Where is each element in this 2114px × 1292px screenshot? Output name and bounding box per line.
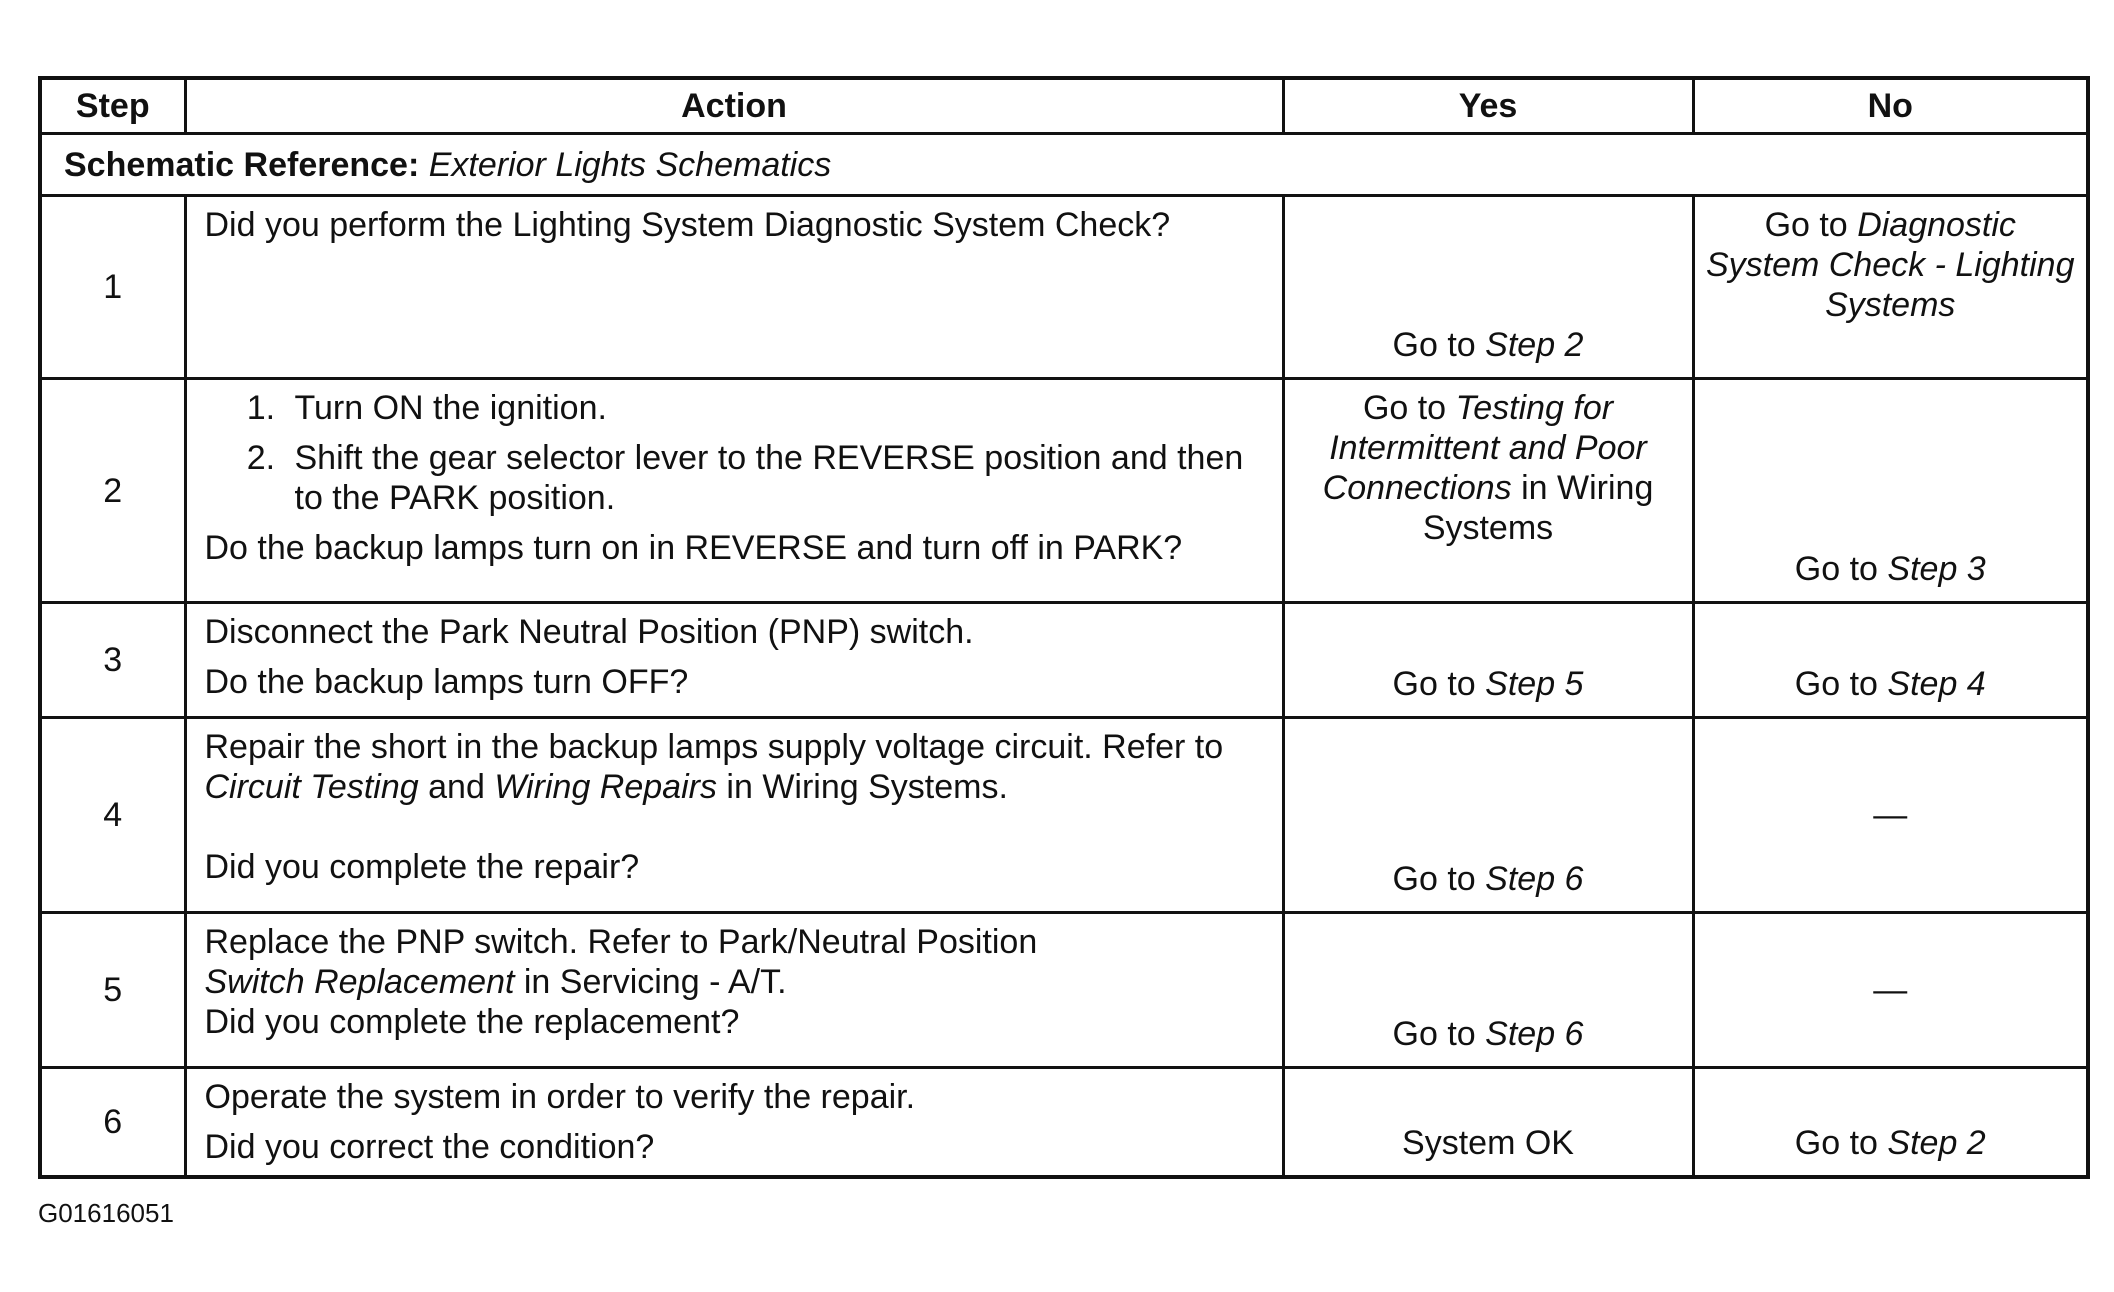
action-question: Did you complete the repair? (204, 848, 640, 886)
action-cell (185, 913, 1283, 1068)
action-text-2: Switch Replacement in Servicing - A/T. (204, 963, 787, 1001)
no-cell (1693, 196, 2088, 379)
yes-prefix: Go to (1392, 1015, 1476, 1053)
no-cell (1693, 603, 2088, 718)
yes-step-link[interactable]: Step 6 (1485, 1015, 1584, 1053)
step-number: 5 (40, 913, 185, 1068)
action-question: Did you complete the replacement? (204, 1003, 740, 1041)
yes-cell (1283, 379, 1693, 603)
switch-replacement-link[interactable]: Switch Replacement (204, 963, 515, 1001)
schematic-reference-row (40, 134, 2088, 196)
list-item: 1. Turn ON the ignition. (285, 388, 1270, 428)
no-step-link[interactable]: Step 4 (1887, 665, 1986, 703)
yes-suffix: in Wiring Systems (1422, 469, 1654, 547)
no-cell (1693, 379, 2088, 603)
header-row (40, 78, 2088, 134)
no-cell (1693, 1068, 2088, 1178)
no-reference-link[interactable]: Diagnostic System Check - Lighting Systems (1706, 206, 2075, 324)
action-question: Do the backup lamps turn on in REVERSE and turn off in PARK? (204, 529, 1183, 567)
no-dash: — (1873, 971, 1908, 1009)
figure-id: G01616051 (38, 1198, 174, 1228)
yes-reference-link[interactable]: Testing for Intermittent and Poor Connections (1322, 389, 1647, 507)
yes-cell (1283, 1068, 1693, 1178)
action-text: Replace the PNP switch. Refer to Park/Neutral Position (204, 923, 1038, 961)
action-question: Did you correct the condition? (204, 1128, 655, 1166)
list-item: 2. Shift the gear selector lever to the REVERSE position and then to the PARK position. (285, 438, 1270, 518)
table-row (40, 379, 2088, 603)
step-number: 4 (40, 718, 185, 913)
schematic-reference-link[interactable]: Exterior Lights Schematics (428, 145, 832, 184)
header-step: Step (40, 78, 185, 134)
yes-cell (1283, 603, 1693, 718)
spacer (205, 807, 1270, 847)
wiring-repairs-link[interactable]: Wiring Repairs (494, 768, 717, 806)
action-text: Repair the short in the backup lamps supply voltage circuit. Refer to Circuit Testing and Wiring Repairs in Wiring Systems. (204, 728, 1224, 806)
step-number: 3 (40, 603, 185, 718)
yes-step-link[interactable]: Step 2 (1485, 326, 1584, 364)
header-action: Action (185, 78, 1283, 134)
header-yes: Yes (1283, 78, 1693, 134)
circuit-testing-link[interactable]: Circuit Testing (204, 768, 419, 806)
yes-prefix: Go to (1392, 326, 1476, 364)
yes-prefix: Go to (1392, 665, 1476, 703)
yes-prefix: Go to (1392, 860, 1476, 898)
no-cell (1693, 913, 2088, 1068)
yes-cell (1283, 718, 1693, 913)
step-number: 2 (40, 379, 185, 603)
schematic-reference (40, 134, 2088, 196)
yes-step-link[interactable]: Step 5 (1485, 665, 1584, 703)
step-number: 1 (40, 196, 185, 379)
yes-prefix: Go to (1362, 389, 1447, 427)
yes-cell (1283, 196, 1693, 379)
action-text: Disconnect the Park Neutral Position (PNP) switch. (204, 613, 974, 651)
yes-step-link[interactable]: Step 6 (1485, 860, 1584, 898)
table-row (40, 603, 2088, 718)
no-prefix: Go to (1794, 550, 1878, 588)
table-row (40, 1068, 2088, 1178)
diagnostic-table (38, 76, 2090, 1179)
action-cell (185, 1068, 1283, 1178)
no-prefix: Go to (1794, 1124, 1878, 1162)
no-cell (1693, 718, 2088, 913)
schematic-reference-label: Schematic Reference: (64, 145, 420, 184)
step-number: 6 (40, 1068, 185, 1178)
action-cell (185, 379, 1283, 603)
no-prefix: Go to (1764, 206, 1848, 244)
action-cell (185, 196, 1283, 379)
table-row (40, 913, 2088, 1068)
action-text: Operate the system in order to verify the repair. (204, 1078, 916, 1116)
no-prefix: Go to (1794, 665, 1878, 703)
action-list (205, 388, 1270, 518)
action-text: Did you perform the Lighting System Diagnostic System Check? (204, 206, 1171, 244)
yes-text: System OK (1402, 1124, 1574, 1162)
table-row (40, 196, 2088, 379)
action-cell (185, 603, 1283, 718)
header-no: No (1693, 78, 2088, 134)
action-question: Do the backup lamps turn OFF? (204, 663, 689, 701)
no-step-link[interactable]: Step 2 (1887, 1124, 1986, 1162)
no-dash: — (1873, 796, 1908, 834)
yes-cell (1283, 913, 1693, 1068)
table-row (40, 718, 2088, 913)
action-cell (185, 718, 1283, 913)
no-step-link[interactable]: Step 3 (1887, 550, 1986, 588)
